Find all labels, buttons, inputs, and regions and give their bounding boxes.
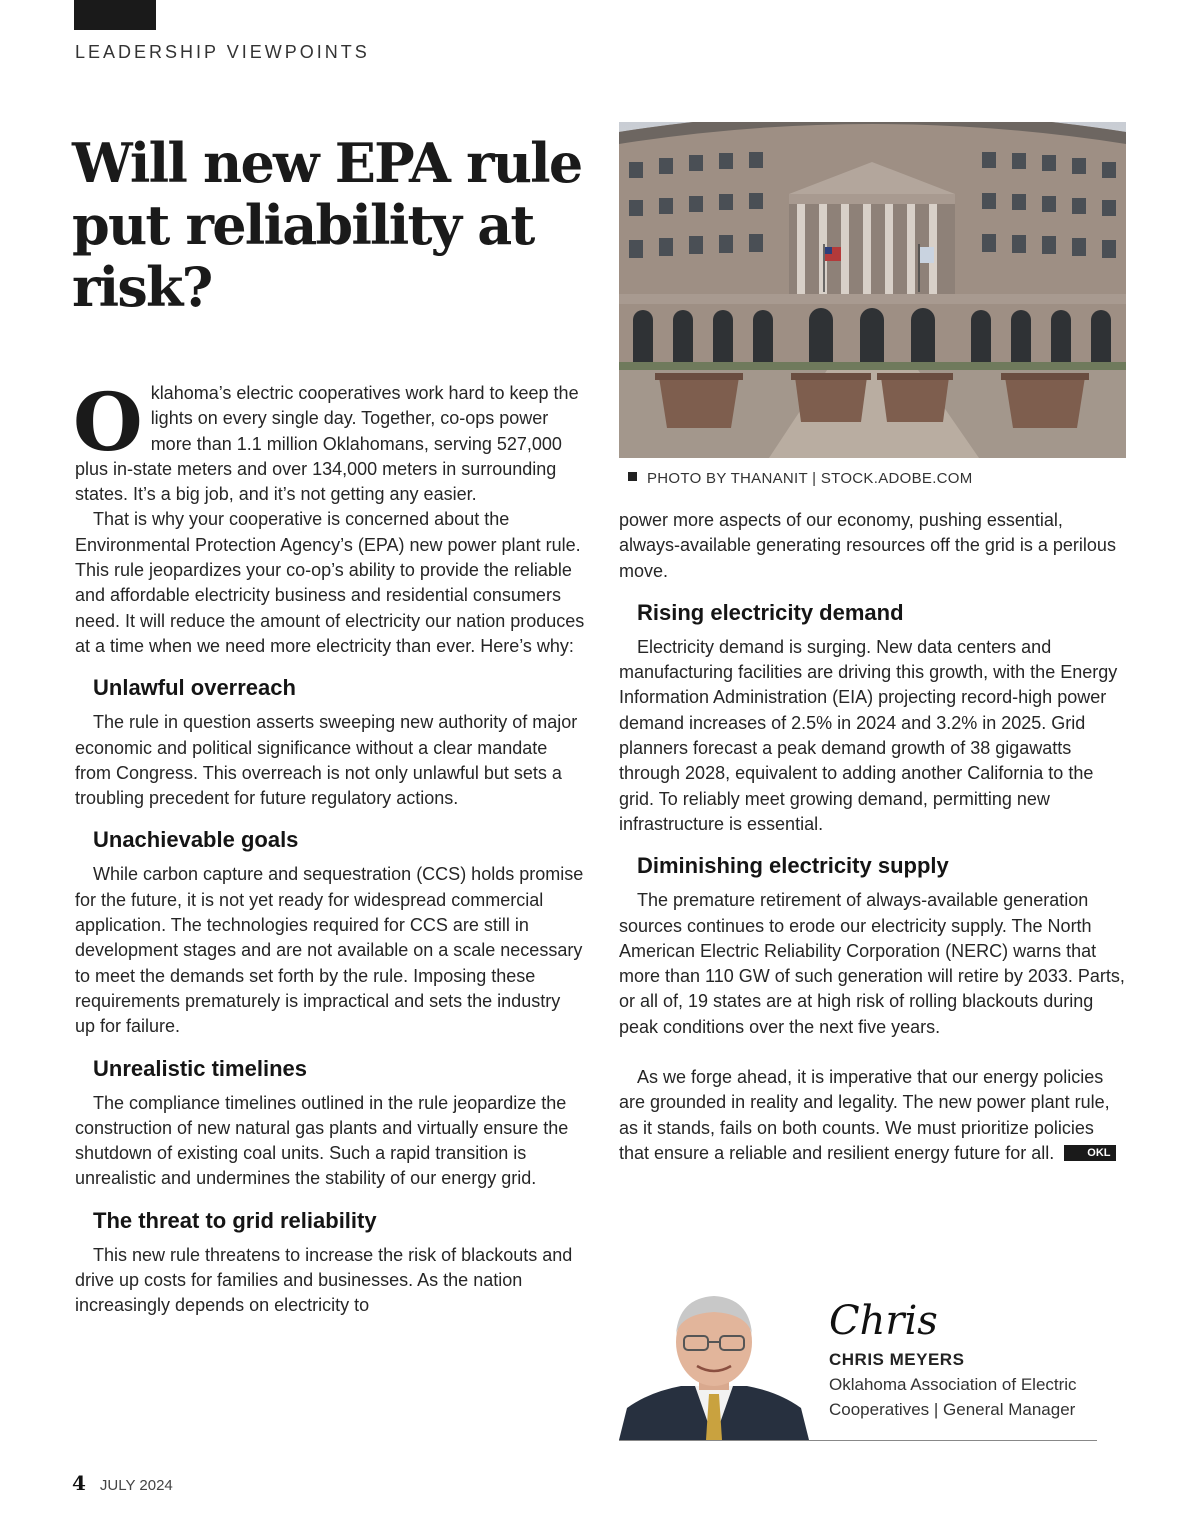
- epa-building-photo: [619, 122, 1126, 458]
- intro-paragraph-2: That is why your cooperative is concerned about the Environmental Protection Agency’s (EPA) new power plant rule. This rule jeopardizes your co-op’s ability to provide the reliable and affordable electricity business and residential consumers need. It will reduce the amount of electricity our nation produces at a time when we need more electricity than ever. Here’s why:: [75, 509, 585, 656]
- section-body-grid-reliability: This new rule threatens to increase the risk of blackouts and drive up costs for families and businesses. As the nation increasingly depends on electricity to: [75, 1244, 573, 1316]
- author-divider: [619, 1440, 1097, 1441]
- issue-date: JULY 2024: [99, 1477, 173, 1494]
- okl-end-mark: OKL: [1064, 1145, 1115, 1161]
- right-column: [619, 508, 1127, 1166]
- section-label: LEADERSHIP VIEWPOINTS: [75, 42, 370, 62]
- section-heading-unlawful-overreach: Unlawful overreach: [93, 675, 296, 701]
- section-body-diminishing-supply: The premature retirement of always-available generation sources continues to erode our electricity supply. The North American Electric Reliability Corporation (NERC) warns that more than 110 GW of such generation will retire by 2033. Parts, or all of, 19 states are at high risk of rolling blackouts during peak conditions over the next five years.: [619, 890, 1125, 1037]
- author-block: [829, 1296, 1109, 1422]
- drop-cap: O: [73, 375, 143, 469]
- section-body-unachievable-goals: While carbon capture and sequestration (CCS) holds promise for the future, it is not yet ready for widespread commercial application. The technologies required for CCS are still in development stages and are not available on a scale necessary to meet the demands set forth by the rule. Imposing these requirements prematurely is impractical and sets the industry up for failure.: [75, 864, 584, 1037]
- section-heading-rising-demand: Rising electricity demand: [637, 599, 904, 625]
- author-signature: Chris: [829, 1298, 938, 1344]
- section-body-unrealistic-timelines: The compliance timelines outlined in the rule jeopardize the construction of new natural gas plants and virtually ensure the shutdown of existing coal units. Such a rapid transition is unrealistic and undermines the stability of our energy grid.: [75, 1092, 569, 1189]
- section-body-rising-demand: Electricity demand is surging. New data centers and manufacturing facilities are driving this growth, with the Energy Information Administration (EIA) projecting record-high power demand increases of 2.5% in 2024 and 3.2% in 2025. Grid planners forecast a peak demand growth of 38 gigawatts through 2028, equivalent to adding another California to the grid. To reliably meet growing demand, permitting new infrastructure is essential.: [619, 636, 1118, 834]
- section-heading-unachievable-goals: Unachievable goals: [93, 827, 299, 853]
- author-name: CHRIS MEYERS: [829, 1350, 965, 1369]
- header-bar: [74, 0, 156, 30]
- author-portrait: [619, 1290, 809, 1440]
- intro-paragraph: Oklahoma’s electric cooperatives work hard to keep the lights on every single day. Together, co-ops power more than 1.1 million Oklahomans, serving 527,000 plus in-state meters and over 134,000 meters in surrounding states. It’s a big job, and it’s not getting any easier.: [73, 375, 579, 505]
- photo-caption: PHOTO BY THANANIT | STOCK.ADOBE.COM: [628, 470, 973, 487]
- page-number: 4: [72, 1471, 86, 1495]
- page-footer: [72, 1471, 173, 1495]
- section-heading-diminishing-supply: Diminishing electricity supply: [637, 853, 949, 879]
- section-heading-grid-reliability: The threat to grid reliability: [93, 1207, 377, 1233]
- author-title: Oklahoma Association of Electric Cooperatives | General Manager: [829, 1375, 1077, 1419]
- article-title: Will new EPA rule put reliability at risk?: [72, 131, 582, 319]
- section-heading-unrealistic-timelines: Unrealistic timelines: [93, 1055, 307, 1081]
- caption-square-icon: [628, 472, 637, 481]
- continuation-paragraph: power more aspects of our economy, pushing essential, always-available generating resources off the grid is a perilous move.: [619, 510, 1116, 581]
- section-body-unlawful-overreach: The rule in question asserts sweeping new authority of major economic and political significance without a clear mandate from Congress. This overreach is not only unlawful but sets a troubling precedent for future regulatory actions.: [75, 712, 578, 809]
- left-column: [73, 375, 585, 1319]
- closing-paragraph: As we forge ahead, it is imperative that our energy policies are grounded in reality and legality. The new power plant rule, as it stands, fails on both counts. We must prioritize policies that ensure a reliable and resilient energy future for all. OKL: [619, 1065, 1127, 1166]
